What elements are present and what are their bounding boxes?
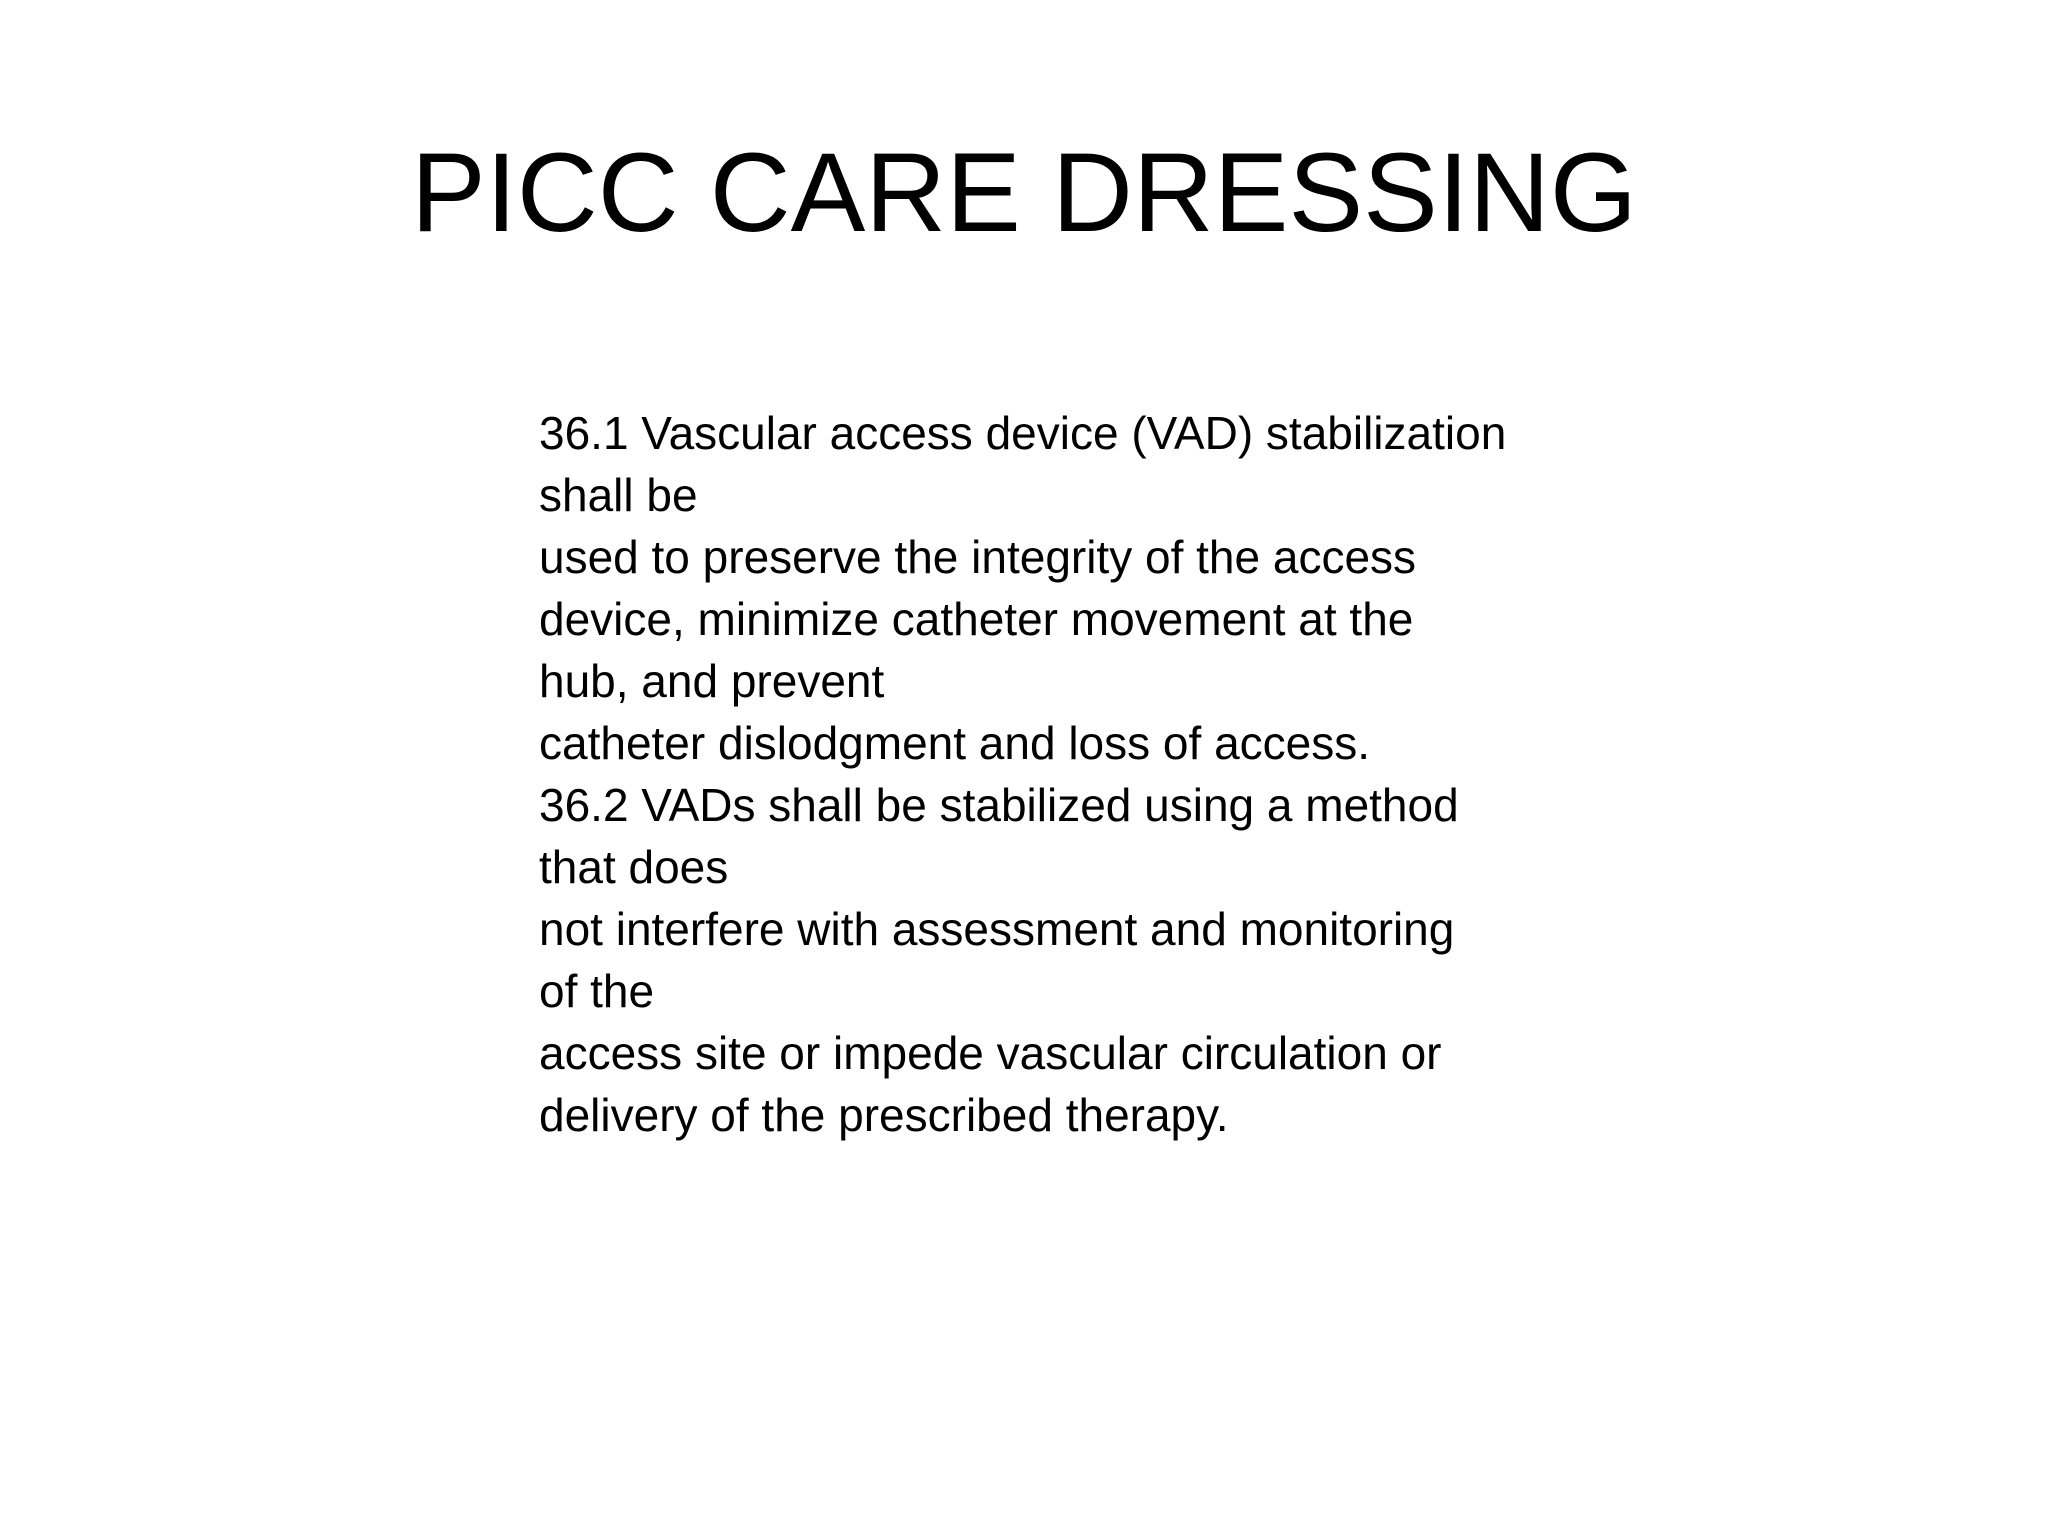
body-line: 36.1 Vascular access device (VAD) stabilization	[539, 407, 1507, 459]
body-line: that does	[539, 841, 729, 893]
body-line: 36.2 VADs shall be stabilized using a method	[539, 779, 1459, 831]
slide-title: PICC CARE DRESSING	[411, 130, 1637, 255]
body-line: access site or impede vascular circulation or	[539, 1027, 1442, 1079]
body-line: used to preserve the integrity of the access	[539, 531, 1417, 583]
body-line: not interfere with assessment and monitoring	[539, 903, 1455, 955]
slide-body-text	[539, 402, 1579, 1146]
body-line: hub, and prevent	[539, 655, 885, 707]
body-line: catheter dislodgment and loss of access.	[539, 717, 1371, 769]
body-line: device, minimize catheter movement at the	[539, 593, 1414, 645]
body-line: delivery of the prescribed therapy.	[539, 1089, 1229, 1141]
body-line: of the	[539, 965, 655, 1017]
body-line: shall be	[539, 469, 698, 521]
